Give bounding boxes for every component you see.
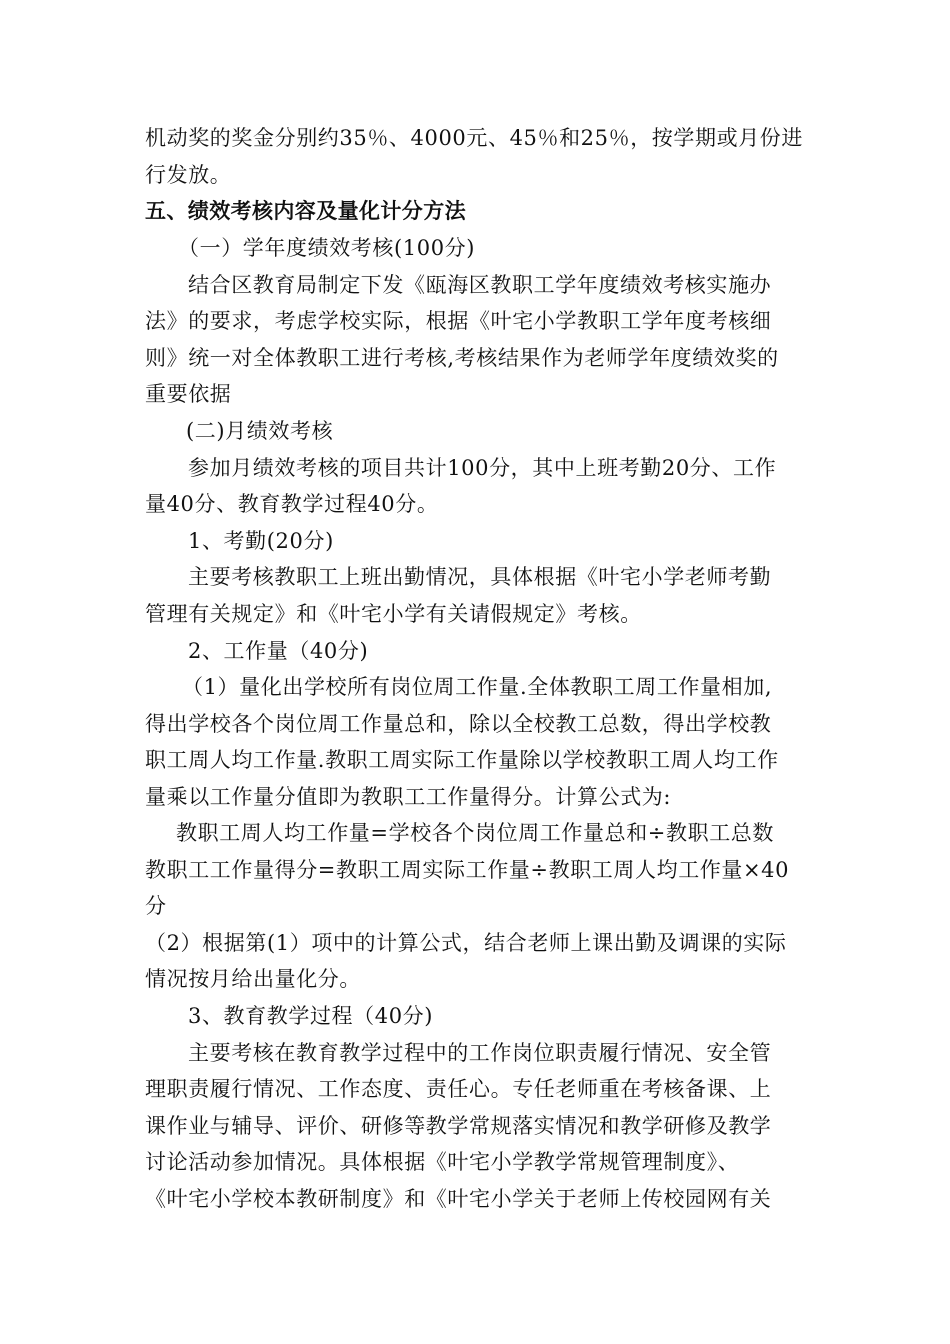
section-heading-5: 五、绩效考核内容及量化计分方法 [145, 199, 466, 223]
text-line-23: （2）根据第(1）项中的计算公式，结合老师上课出勤及调课的实际 [145, 931, 787, 955]
text-line-10: 参加月绩效考核的项目共计100分，其中上班考勤20分、工作 [188, 456, 777, 480]
text-line-17: 得出学校各个岗位周工作量总和，除以全校教工总数，得出学校教 [145, 712, 772, 736]
formula-line-2-cont: 分 [145, 894, 167, 918]
text-line-1: 机动奖的奖金分别约35％、4000元、45％和25％，按学期或月份进 [145, 126, 804, 150]
subsection-heading-annual: （一）学年度绩效考核(100分) [178, 236, 476, 260]
text-line-7: 则》统一对全体教职工进行考核,考核结果作为老师学年度绩效奖的 [145, 346, 779, 370]
text-line-24: 情况按月给出量化分。 [145, 967, 361, 991]
text-line-28: 课作业与辅导、评价、研修等教学常规落实情况和教学研修及教学 [145, 1114, 772, 1138]
text-line-30: 《叶宅小学校本教研制度》和《叶宅小学关于老师上传校园网有关 [145, 1187, 772, 1211]
item-heading-workload: 2、工作量（40分) [188, 639, 369, 663]
text-line-18: 职工周人均工作量.教职工周实际工作量除以学校教职工周人均工作 [145, 748, 779, 772]
text-line-26: 主要考核在教育教学过程中的工作岗位职责履行情况、安全管 [188, 1041, 772, 1065]
item-heading-attendance: 1、考勤(20分) [188, 529, 334, 553]
text-line-27: 理职责履行情况、工作态度、责任心。专任老师重在考核备课、上 [145, 1077, 772, 1101]
text-line-29: 讨论活动参加情况。具体根据《叶宅小学教学常规管理制度》、 [145, 1150, 740, 1174]
text-line-16: （1）量化出学校所有岗位周工作量.全体教职工周工作量相加, [182, 675, 773, 699]
text-line-2: 行发放。 [145, 163, 232, 187]
subsection-heading-monthly: (二)月绩效考核 [186, 419, 334, 443]
formula-line-2: 教职工工作量得分=教职工周实际工作量÷教职工周人均工作量×40 [145, 858, 790, 882]
text-line-8: 重要依据 [145, 382, 232, 406]
item-heading-teaching-process: 3、教育教学过程（40分) [188, 1004, 434, 1028]
text-line-5: 结合区教育局制定下发《瓯海区教职工学年度绩效考核实施办 [188, 273, 772, 297]
text-line-13: 主要考核教职工上班出勤情况，具体根据《叶宅小学老师考勤 [188, 565, 772, 589]
text-line-14: 管理有关规定》和《叶宅小学有关请假规定》考核。 [145, 602, 642, 626]
text-line-6: 法》的要求，考虑学校实际，根据《叶宅小学教职工学年度考核细 [145, 309, 772, 333]
text-line-19: 量乘以工作量分值即为教职工工作量得分。计算公式为: [145, 785, 672, 809]
formula-line-1: 教职工周人均工作量=学校各个岗位周工作量总和÷教职工总数 [176, 821, 774, 845]
text-line-11: 量40分、教育教学过程40分。 [145, 492, 439, 516]
